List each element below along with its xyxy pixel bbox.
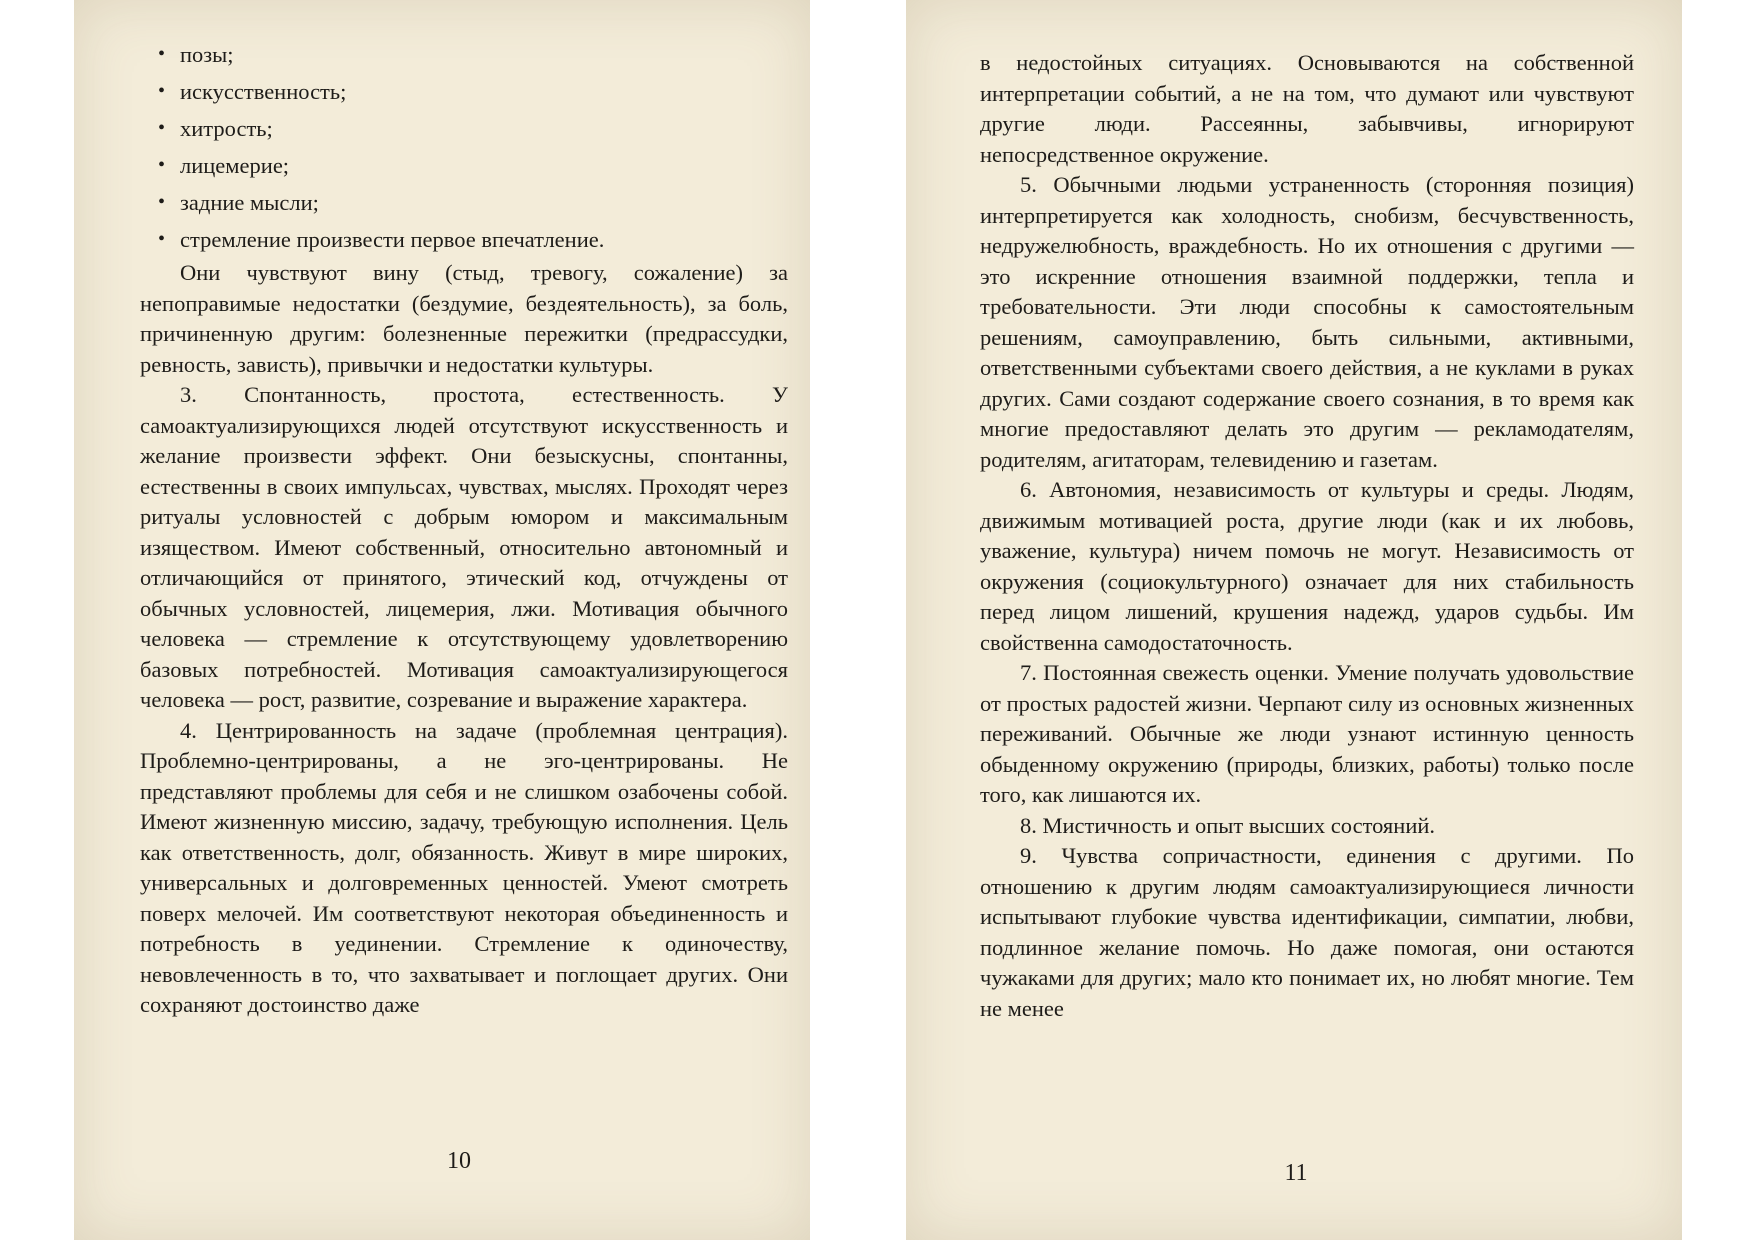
- paragraph: 4. Центрированность на задаче (проблемная центрация). Проблемно-центрированы, а не эго-центрированы. Не представляют проблемы для себя и не слишком озабочены собой. Имеют жизненную миссию, задачу, требующую исполнения. Цель как ответственность, долг, обязанность. Живут в мире широких, универсальных и долговременных ценностей. Умеют смотреть поверх мелочей. Им соответствуют некоторая объединенность и потребность в уединении. Стремление к одиночеству, невовлеченность в то, что захватывает и поглощает других. Они сохраняют достоинство даже: [140, 717, 788, 1017]
- bullet-item: • лицемерие;: [158, 147, 788, 184]
- paragraph: 7. Постоянная свежесть оценки. Умение получать удовольствие от простых радостей жизни. Черпают силу из основных жизненных переживаний. Обычные же люди узнают истинную ценность обыденному окружению (природы, близких, работы) только после того, как лишаются их.: [980, 660, 1634, 807]
- right-page: [906, 0, 1682, 1240]
- page-number: 11: [1284, 1160, 1308, 1186]
- right-page-text: [980, 48, 1634, 1024]
- bullet-list: [140, 36, 788, 258]
- paragraph: 5. Обычными людьми устраненность (сторонняя позиция) интерпретируется как холодность, снобизм, бесчувственность, недружелюбность, враждебность. Но их отношения с другими — это искренние отношения взаимной поддержки, тепла и требовательности. Эти люди способны к самостоятельным решениям, самоуправлению, быть сильными, активными, ответственными субъектами своего действия, а не куклами в руках других. Сами создают содержание своего сознания, в то время как многие предоставляют делать это другим — рекламодателям, родителям, агитаторам, телевидению и газетам.: [980, 172, 1634, 472]
- bullet-item: • хитрость;: [158, 110, 788, 147]
- book-spine-gap: [810, 0, 906, 1240]
- bullet-item: • задние мысли;: [158, 184, 788, 221]
- paragraph-continuation: в недостойных ситуациях. Основываются на собственной интерпретации событий, а не на том, что думают или чувствуют другие люди. Рассеянны, забывчивы, игнорируют непосредственное окружение.: [980, 50, 1634, 167]
- paragraph: 9. Чувства сопричастности, единения с другими. По отношению к другим людям самоактуализирующиеся личности испытывают глубокие чувства идентификации, симпатии, любви, подлинное желание помочь. Но даже помогая, они остаются чужаками для других; мало кто понимает их, но любят многие. Тем не менее: [980, 843, 1634, 1021]
- paragraph: 6. Автономия, независимость от культуры и среды. Людям, движимым мотивацией роста, другие люди (как и их любовь, уважение, культура) ничем помочь не могут. Независимость от окружения (социокультурного) означает для них стабильность перед лицом лишений, крушения надежд, ударов судьбы. Им свойственна самодостаточность.: [980, 477, 1634, 655]
- paragraph: 8. Мистичность и опыт высших состояний.: [1020, 812, 1436, 838]
- paragraph: Они чувствуют вину (стыд, тревогу, сожаление) за непоправимые недостатки (бездумие, бездеятельность), за боль, причиненную другим: болезненные пережитки (предрассудки, ревность, зависть), привычки и недостатки культуры.: [140, 260, 788, 377]
- left-page: [74, 0, 810, 1240]
- bullet-item: • стремление произвести первое впечатление.: [158, 221, 788, 258]
- paragraph: 3. Спонтанность, простота, естественность. У самоактуализирующихся людей отсутствуют искусственность и желание произвести эффект. Они безыскусны, спонтанны, естественны в своих импульсах, чувствах, мыслях. Проходят через ритуалы условностей с добрым юмором и максимальным изяществом. Имеют собственный, относительно автономный и отличающийся от принятого, этический код, отчуждены от обычных условностей, лицемерия, лжи. Мотивация обычного человека — стремление к отсутствующему удовлетворению базовых потребностей. Мотивация самоактуализирующегося человека — рост, развитие, созревание и выражение характера.: [140, 382, 788, 712]
- page-number: 10: [447, 1148, 471, 1174]
- left-page-text: [140, 36, 788, 1021]
- bullet-item: • искусственность;: [158, 73, 788, 110]
- bullet-item: • позы;: [158, 36, 788, 73]
